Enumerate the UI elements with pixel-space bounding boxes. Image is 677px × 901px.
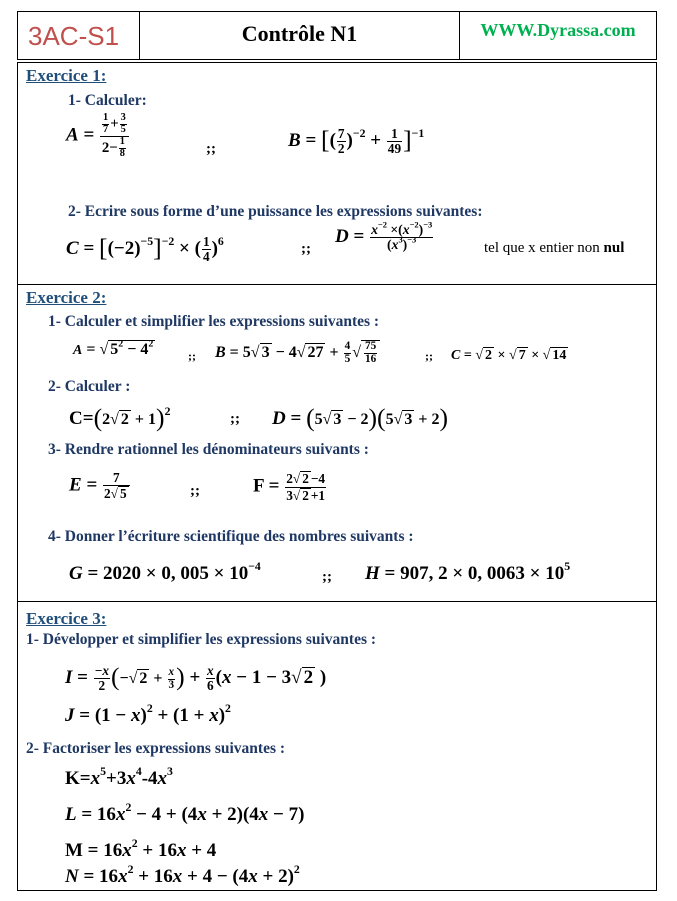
exercise-2	[17, 284, 657, 602]
exercise-2-question-1: 1- Calculer et simplifier les expressions suivantes :	[48, 313, 380, 330]
expression-b: B = [( $\frac{7}{2}$ )$^{-2}$ + $\frac{1}{49}$ ]$^{-1}$	[288, 125, 425, 157]
expression-c2: C = √ 2 × √ 7 × √ 14	[451, 348, 567, 363]
exercise-3	[17, 601, 657, 891]
expression-c-square: C=(2√ 2 + 1)$^2$	[69, 403, 171, 432]
expression-b2: B = 5√ 3 − 4√ 27 + $\frac{4}{5}$ √ $\frac{75}{16}$	[215, 340, 380, 366]
expression-k: $K=x^5+3x^4-4x^3$	[65, 765, 173, 789]
separator: ;;	[322, 569, 332, 585]
site-link[interactable]: WWW.Dyrassa.com	[459, 11, 657, 60]
exercise-3-question-1: 1- Développer et simplifier les expressions suivantes :	[26, 631, 377, 648]
exercise-1-title: Exercice 1:	[26, 66, 107, 85]
level-label: 3AC-S1	[17, 11, 140, 60]
exercise-2-question-4: 4- Donner l’écriture scientifique des nombres suivants :	[48, 528, 414, 545]
separator: ;;	[206, 141, 216, 157]
exercise-2-question-3: 3- Rendre rationnel les dénominateurs suivants :	[48, 441, 369, 458]
expression-i: I = $\frac{-x}{2}$ (−√ 2 + $\frac{x}{3}$ ) + $\frac{x}{6}$ (x − 1 − 3√ 2 )	[65, 662, 327, 694]
separator: ;;	[190, 483, 200, 499]
separator: ;;	[230, 411, 240, 427]
expression-d2: D = (5√ 3 − 2)(5√ 3 + 2)	[272, 403, 449, 432]
expression-g: G = 2020 × 0, $005 \times 10^{-4}$	[69, 560, 261, 584]
header	[17, 11, 657, 60]
separator: ;;	[188, 349, 196, 363]
exercise-1-question-2: 2- Ecrire sous forme d’une puissance les expressions suivantes:	[68, 203, 483, 220]
exercise-1-question-1: 1- Calculer:	[68, 92, 147, 109]
expression-l: $L = 16x^2 - 4 + (4x + 2)(4x - 7)$	[65, 801, 305, 825]
expression-m: $M = 16x^2 + 16x + 4$	[65, 837, 217, 861]
exercise-3-question-2: 2- Factoriser les expressions suivantes :	[26, 740, 286, 757]
exercise-1	[17, 62, 657, 285]
expression-a: A = $\frac{1}{7}$ + $\frac{3}{5}$ 2− $\frac{1}{8}$	[66, 113, 130, 160]
expression-c: $C = [(-2)^{-5}]^{-2}$ × ( $\frac{1}{4}$ )$^6$	[66, 233, 224, 265]
expression-n: $N = 16x^2 + 16x + 4 - (4x + 2)^2$	[65, 863, 300, 887]
expression-d: D = $\frac{x^{-2} \times(x^{-2})^{-3}}{(x^3)^{-3}}$	[335, 219, 433, 253]
expression-j: $J = (1 - x)^2 + (1 + x)^2$	[65, 702, 231, 726]
expression-e: E = $\frac{7}{2√ 5}$	[69, 471, 131, 502]
condition-text: tel que x entier non nul	[484, 240, 625, 256]
separator: ;;	[425, 349, 433, 363]
exam-title: Contrôle N1	[139, 11, 460, 60]
exercise-2-title: Exercice 2:	[26, 288, 107, 307]
expression-h: H = 907, 2 × 0, $0063 \times 10^5$	[365, 560, 571, 584]
exercise-2-question-2: 2- Calculer :	[48, 378, 131, 395]
expression-a2: A = √ $5^2 - 4^2$	[73, 338, 154, 358]
expression-f: F = $\frac{2√ 2 -4}{3√ 2 +1}$	[253, 471, 326, 503]
exercise-3-title: Exercice 3:	[26, 609, 107, 628]
separator: ;;	[301, 241, 311, 257]
